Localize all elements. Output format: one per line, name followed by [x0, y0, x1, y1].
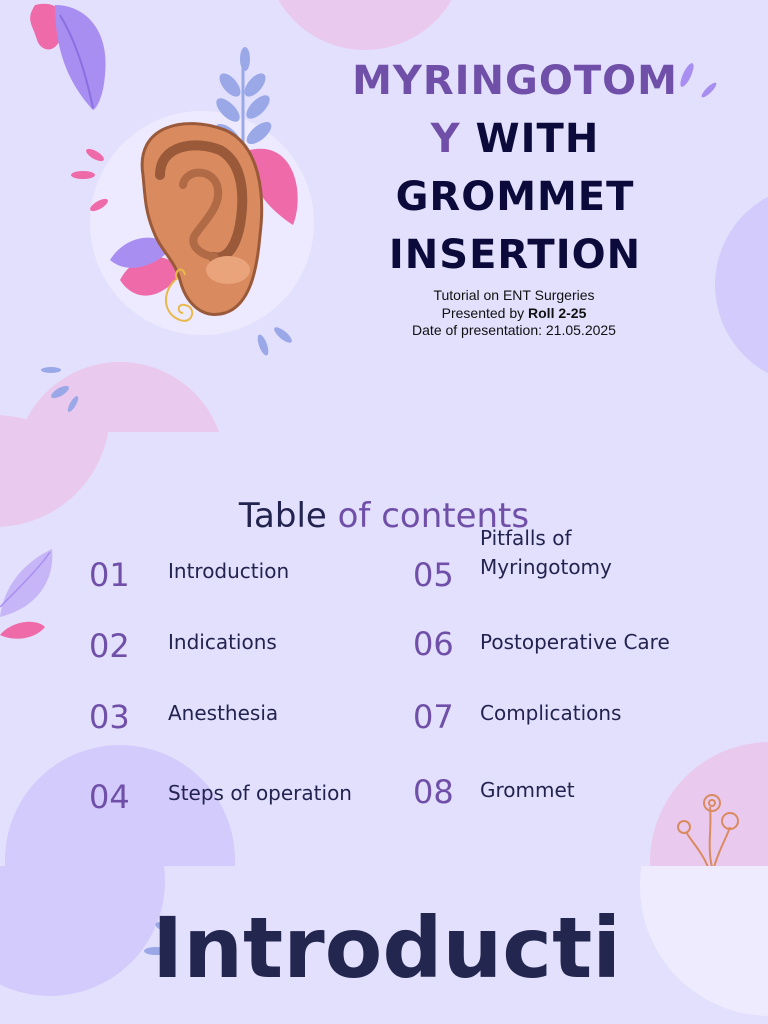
decor-blob-right: [640, 866, 768, 1016]
toc-item-anesthesia[interactable]: Anesthesia: [168, 701, 279, 725]
presented-by-line: [364, 305, 664, 323]
presenter-name: Roll 2-25: [528, 304, 587, 321]
toc-item-complications[interactable]: Complications: [480, 701, 622, 725]
title-accent-part1: MYRINGOTOM: [352, 58, 678, 104]
toc-number: 03: [89, 698, 130, 736]
title-part-insertion: INSERTION: [388, 232, 642, 278]
toc-title: [0, 496, 768, 536]
swirl-icon: [672, 787, 747, 866]
cover-slide: [0, 0, 768, 432]
toc-item-grommet[interactable]: Grommet: [480, 778, 575, 802]
date-line: Date of presentation: 21.05.2025: [412, 322, 616, 338]
leaf-icon: [0, 547, 60, 642]
toc-number: 07: [413, 698, 454, 736]
cover-title: [340, 52, 690, 284]
title-accent-part2: Y: [430, 116, 461, 162]
toc-number: 08: [413, 773, 454, 811]
toc-title-plain: Table: [238, 496, 338, 536]
toc-item-steps-of-operation[interactable]: Steps of operation: [168, 781, 352, 805]
toc-number: 02: [89, 627, 130, 665]
toc-title-accent: of contents: [337, 496, 530, 536]
title-part-with: WITH: [460, 116, 600, 162]
decor-blob-top: [265, 0, 465, 50]
decor-blob-right: [715, 185, 768, 385]
toc-item-pitfalls-of-myringotomy[interactable]: [480, 524, 612, 582]
toc-item-label-line1: Pitfalls of: [480, 526, 572, 550]
introduction-heading: Introducti: [152, 899, 622, 997]
toc-number: 05: [413, 556, 454, 594]
title-part-grommet: GROMMET: [395, 174, 635, 220]
presented-by-prefix: Presented by: [441, 304, 529, 321]
toc-item-postoperative-care[interactable]: Postoperative Care: [480, 630, 670, 654]
ear-icon: [65, 45, 325, 365]
cover-subtitle-block: [364, 287, 664, 340]
toc-slide: [0, 432, 768, 866]
toc-item-introduction[interactable]: Introduction: [168, 559, 290, 583]
introduction-slide: [0, 866, 768, 1024]
sparkle-icon: [38, 362, 88, 422]
tutorial-line: Tutorial on ENT Surgeries: [433, 287, 595, 303]
decor-blob-left: [0, 866, 165, 996]
toc-number: 04: [89, 778, 130, 816]
toc-item-indications[interactable]: Indications: [168, 630, 277, 654]
toc-number: 01: [89, 556, 130, 594]
toc-item-label-line2: Myringotomy: [480, 555, 612, 579]
toc-number: 06: [413, 625, 454, 663]
